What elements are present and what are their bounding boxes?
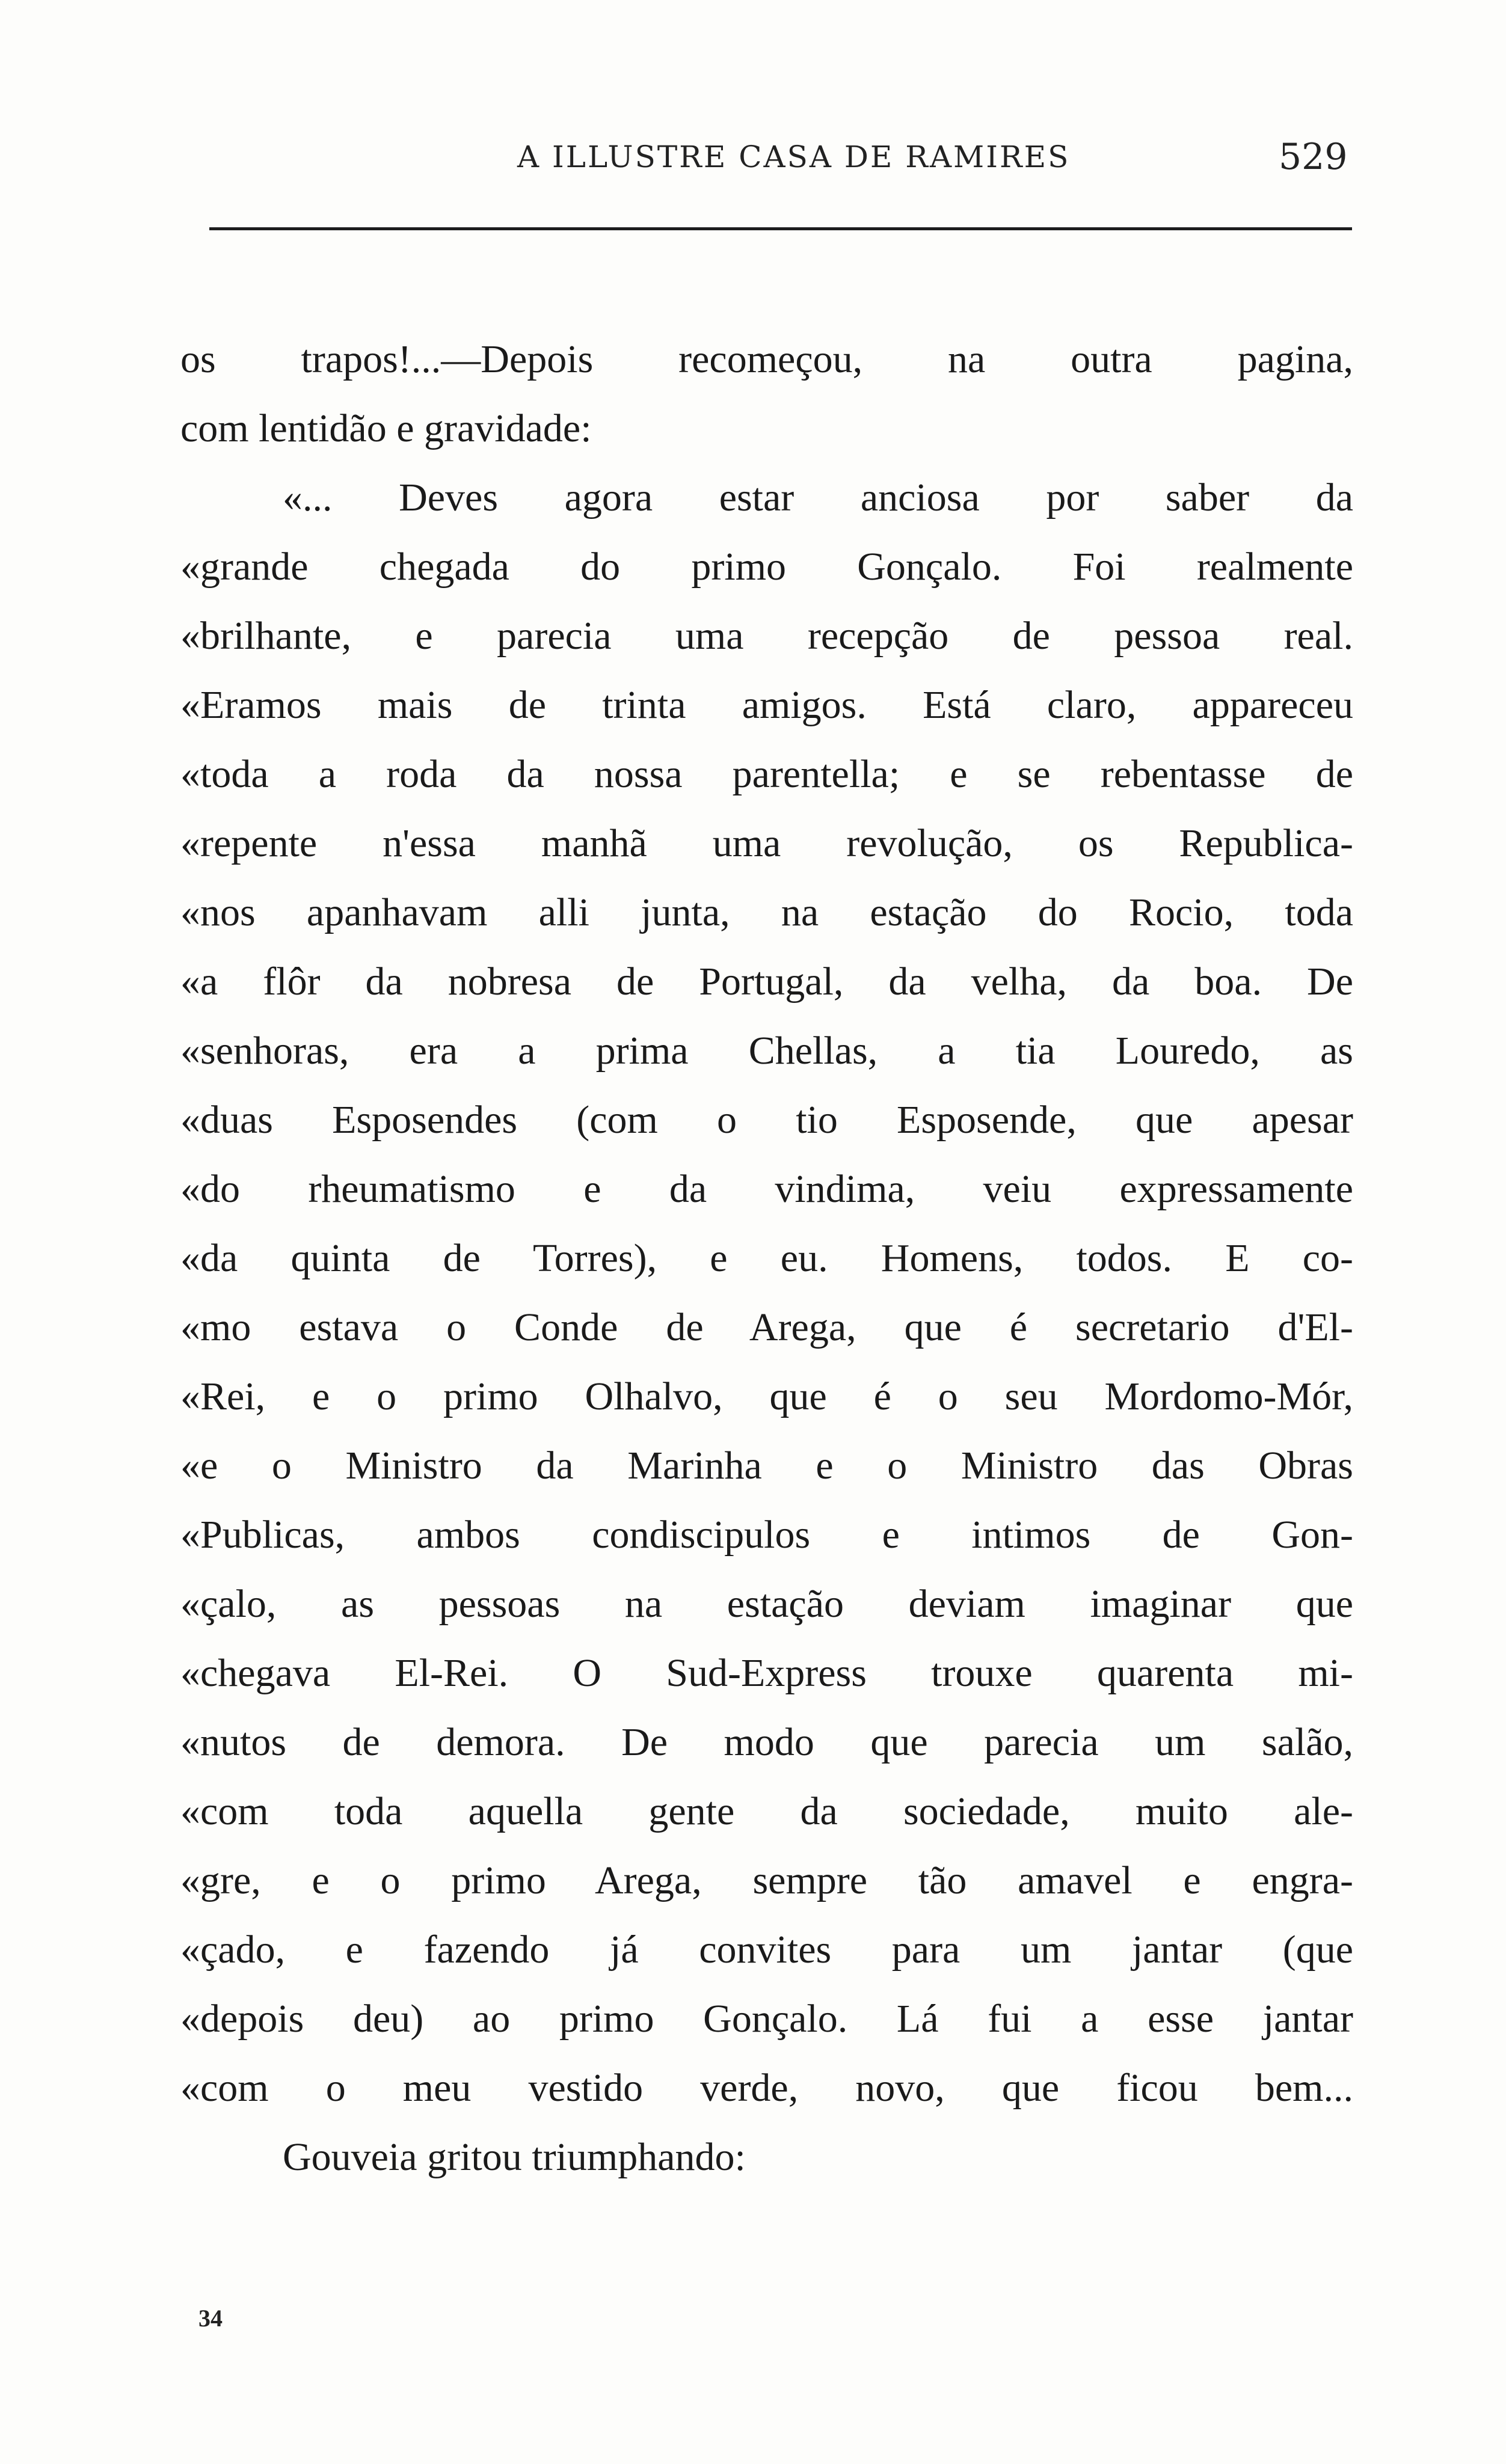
text-line: «brilhante, e parecia uma recepção de pessoa real. <box>180 614 1353 658</box>
text-line: «da quinta de Torres), e eu. Homens, todos. E co- <box>180 1236 1353 1280</box>
text-line: «çado, e fazendo já convites para um jantar (que <box>180 1928 1353 1972</box>
text-line: «toda a roda da nossa parentella; e se rebentasse de <box>180 752 1353 796</box>
text-line: Gouveia gritou triumphando: <box>283 2135 746 2179</box>
text-line: «çalo, as pessoas na estação deviam imaginar que <box>180 1582 1353 1626</box>
text-line: «e o Ministro da Marinha e o Ministro das Obras <box>180 1444 1353 1488</box>
text-line: «Publicas, ambos condiscipulos e intimos de Gon- <box>180 1513 1353 1557</box>
text-line: «depois deu) ao primo Gonçalo. Lá fui a esse jantar <box>180 1997 1353 2041</box>
text-line: «repente n'essa manhã uma revolução, os Republica- <box>180 821 1353 865</box>
text-line: «a flôr da nobresa de Portugal, da velha, da boa. De <box>180 960 1353 1004</box>
text-body <box>180 325 1353 2192</box>
running-title: A ILLUSTRE CASA DE RAMIRES <box>517 139 1071 174</box>
text-line: «grande chegada do primo Gonçalo. Foi realmente <box>180 545 1353 589</box>
text-line: «do rheumatismo e da vindima, veiu expressamente <box>180 1167 1353 1211</box>
text-line: «chegava El-Rei. O Sud-Express trouxe quarenta mi- <box>180 1651 1353 1695</box>
text-line: «... Deves agora estar anciosa por saber da <box>283 476 1353 519</box>
text-line: com lentidão e gravidade: <box>180 406 592 450</box>
text-line: «gre, e o primo Arega, sempre tão amavel e engra- <box>180 1859 1353 1902</box>
text-line: «mo estava o Conde de Arega, que é secretario d'El- <box>180 1305 1353 1349</box>
text-line: «nos apanhavam alli junta, na estação do Rocio, toda <box>180 890 1353 934</box>
text-line: «com o meu vestido verde, novo, que ficou bem... <box>180 2066 1353 2110</box>
text-line: «com toda aquella gente da sociedade, muito ale- <box>180 1789 1353 1833</box>
text-line: «Eramos mais de trinta amigos. Está claro, appareceu <box>180 683 1353 727</box>
signature-mark: 34 <box>198 2305 223 2332</box>
text-line: «Rei, e o primo Olhalvo, que é o seu Mordomo-Mór, <box>180 1375 1353 1418</box>
text-line: os trapos!...—Depois recomeçou, na outra pagina, <box>180 337 1353 381</box>
page-number: 529 <box>1279 136 1348 178</box>
header-rule <box>209 227 1352 230</box>
text-line: «senhoras, era a prima Chellas, a tia Louredo, as <box>180 1029 1353 1073</box>
text-line: «nutos de demora. De modo que parecia um salão, <box>180 1720 1353 1764</box>
text-line: «duas Esposendes (com o tio Esposende, que apesar <box>180 1098 1353 1142</box>
